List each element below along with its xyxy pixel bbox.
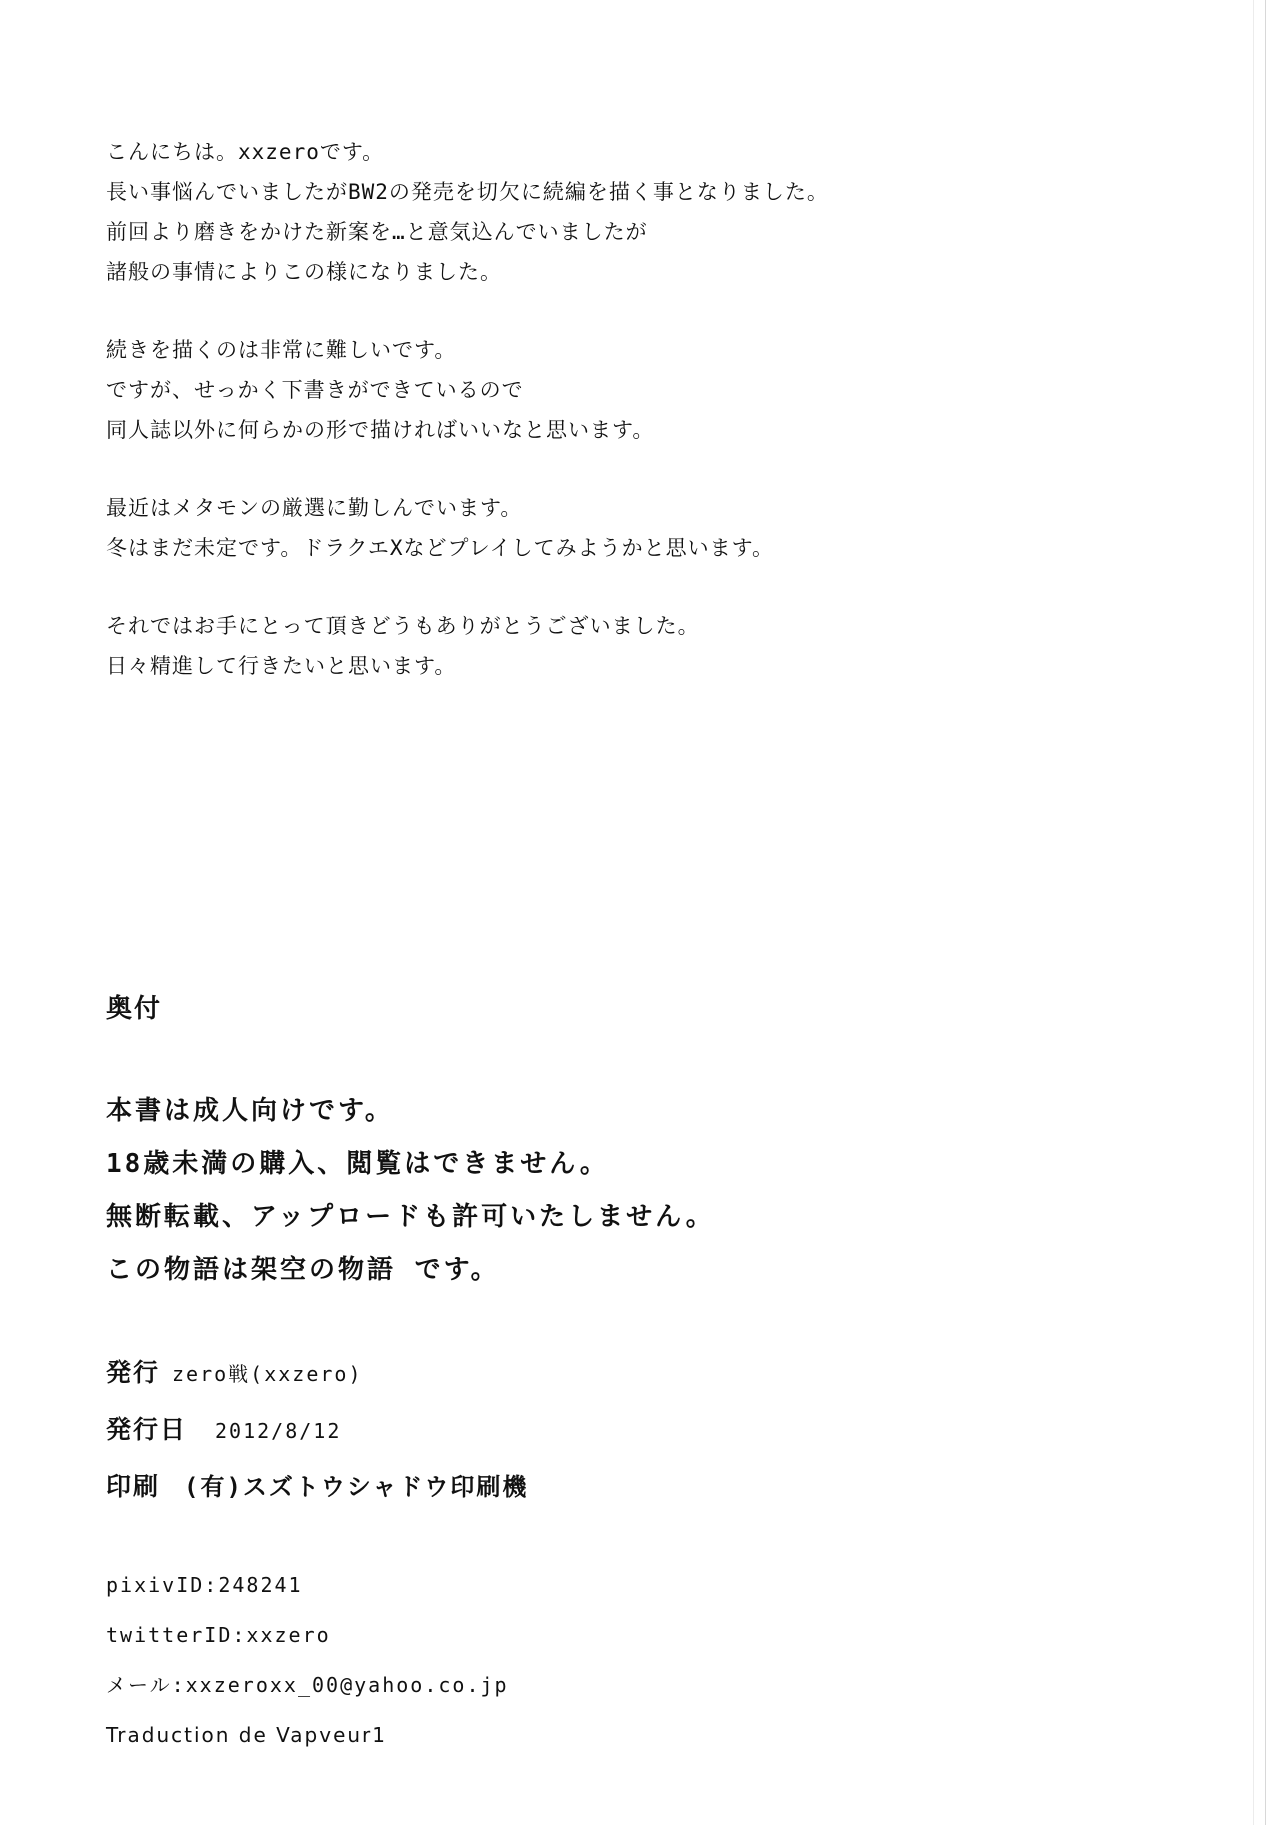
page-edge-line (1265, 0, 1266, 1825)
publish-date-row (106, 1402, 528, 1459)
colophon-title: 奥付 (106, 994, 163, 1024)
page-edge-shadow (1253, 0, 1254, 1825)
afterword-line: 日々精進して行きたいと思います。 (106, 654, 457, 678)
printer-label: 印刷 (106, 1472, 161, 1501)
afterword-line: 冬はまだ未定です。ドラクエXなどプレイしてみようかと思います。 (106, 536, 774, 560)
notice-line: この物語は架空の物語 です。 (106, 1255, 500, 1285)
afterword-line: 同人誌以外に何らかの形で描ければいいなと思います。 (106, 418, 655, 442)
publisher-label: 発行 (106, 1358, 161, 1387)
paragraph-gap (106, 450, 829, 488)
afterword-line: 最近はメタモンの厳選に勤しんでいます。 (106, 496, 523, 520)
afterword-line: 長い事悩んでいましたがBW2の発売を切欠に続編を描く事となりました。 (106, 180, 829, 204)
notice-line: 18歳未満の購入、閲覧はできません。 (106, 1149, 609, 1179)
twitter-id: twitterID:xxzero (106, 1623, 331, 1647)
publish-date-value: 2012/8/12 (215, 1419, 342, 1443)
notice-line: 本書は成人向けです。 (106, 1096, 394, 1126)
email-address: メール:xxzeroxx_00@yahoo.co.jp (106, 1673, 509, 1697)
afterword-line: 続きを描くのは非常に難しいです。 (106, 338, 457, 362)
publisher-value: zero戦(xxzero) (172, 1362, 363, 1386)
pixiv-id: pixivID:248241 (106, 1573, 303, 1597)
adult-notice (106, 1085, 715, 1297)
printer-value: (有)スズトウシャドウ印刷機 (184, 1473, 529, 1501)
paragraph-gap (106, 568, 829, 606)
afterword-line: こんにちは。xxzeroです。 (106, 140, 385, 164)
paragraph-gap (106, 292, 829, 330)
afterword-line: 前回より磨きをかけた新案を…と意気込んでいましたが (106, 220, 648, 244)
afterword-line: 諸般の事情によりこの様になりました。 (106, 260, 502, 284)
printer-row (106, 1459, 528, 1515)
publisher-row (106, 1345, 528, 1402)
afterword-section (106, 132, 829, 686)
contact-info (106, 1560, 509, 1760)
translation-credit: Traduction de Vapveur1 (106, 1723, 387, 1747)
publish-date-label: 発行日 (106, 1415, 188, 1444)
publication-info (106, 1345, 528, 1515)
notice-line: 無断転載、アップロードも許可いたしません。 (106, 1202, 715, 1232)
afterword-line: ですが、せっかく下書きができているので (106, 378, 524, 402)
afterword-line: それではお手にとって頂きどうもありがとうございました。 (106, 614, 700, 638)
